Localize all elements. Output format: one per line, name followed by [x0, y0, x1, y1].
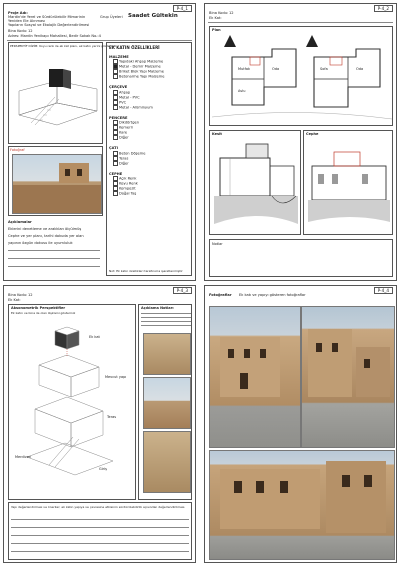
building-code-value: 12 — [229, 11, 234, 15]
street-photo-left — [209, 306, 301, 448]
feature-option-label: Betonarme Yapı Malzeme — [119, 74, 165, 79]
axonometric-title: Aksonometrik Perspektifler — [11, 306, 66, 310]
plan-label-3: Sofa — [320, 67, 328, 71]
photo-column — [138, 304, 192, 500]
group-value: Saadet Gültekin — [128, 13, 178, 19]
feature-option-label: Diğer — [119, 161, 129, 166]
perspective-box — [8, 42, 116, 144]
building-code-value: 12 — [28, 29, 33, 33]
feature-section-title: ÇATI — [109, 146, 118, 151]
feature-option-label: Koyu Renk — [119, 181, 138, 186]
axo-label-1: Ek kat — [89, 335, 100, 339]
elevation-box — [303, 130, 393, 235]
checkbox[interactable] — [113, 74, 118, 79]
page-number: P-4_1 — [173, 5, 192, 12]
feature-option-label: Yapıdaki Ahşap Malzeme — [119, 59, 164, 64]
feature-option[interactable] — [109, 135, 191, 140]
feature-option-label: Metal - Alüminyum — [119, 105, 153, 110]
features-title: EK KATIN ÖZELLİKLERİ — [109, 45, 160, 50]
plan-box — [209, 26, 393, 126]
detail-photo-1 — [143, 333, 191, 375]
building-code-label: Bina Kodu: — [8, 29, 28, 33]
feature-option-label: PVC — [119, 100, 127, 105]
evaluation-text: Yapı değerlendirmesi ve öneriler; ek katın yapıya ve çevresine etkisinin sürdürülebilirlik açısından değerlendirilmesi. — [11, 505, 186, 509]
checkbox[interactable] — [113, 191, 118, 196]
plan-title: Plan — [212, 28, 221, 32]
feature-option[interactable] — [109, 161, 191, 166]
note-line-2: Cephe ve yer planı, tarihi dokuda yer alan — [8, 234, 84, 238]
building-code-label: Bina Kodu: — [8, 293, 28, 297]
features-footer-note: Not: Ek katın özellikleri tarafınızca işaretlenmiştir — [109, 269, 183, 273]
feature-option-label: Kare — [119, 130, 128, 135]
checkbox[interactable] — [113, 105, 118, 110]
feature-option-label: Beton Döşeme — [119, 151, 146, 156]
project-name-line-3: Yapıların Sosyal ve Ekolojik Değerlendirilmesi — [8, 23, 90, 27]
building-code-value: 12 — [28, 293, 33, 297]
feature-section-title: MALZEME — [109, 55, 129, 59]
axonometric-note: Ek katın ve bina ile olan ilişkisini gösteriniz — [11, 311, 76, 315]
axo-label-4: Merdiven — [15, 455, 32, 459]
feature-section-title: CEPHE — [109, 171, 123, 176]
sheet-2 — [204, 3, 397, 281]
evaluation-box — [8, 502, 192, 560]
ek-kat-label: Ek Kat: — [8, 298, 21, 302]
perspective-drawing — [9, 47, 104, 147]
feature-section-title: PENCERE — [109, 115, 128, 120]
feature-option-label: Teras — [119, 156, 129, 161]
elevation-title: Cephe — [306, 132, 319, 136]
feature-option[interactable] — [109, 105, 191, 110]
checkbox[interactable] — [113, 161, 118, 166]
courtyard-photo — [209, 450, 395, 560]
axo-label-5: Giriş — [99, 467, 107, 471]
plan-label-2: Oda — [272, 67, 280, 71]
feature-option[interactable] — [109, 74, 191, 79]
section-drawing — [210, 136, 302, 236]
address: Adres: Mardin Yenikapı Mahallesi, Bedir Sokak No.:4 — [8, 34, 101, 38]
axo-label-2: Mevcut yapı — [105, 375, 127, 379]
feature-option-label: Kompozit — [119, 186, 136, 191]
sheet-3 — [3, 285, 196, 563]
page-number: P-4_4 — [374, 287, 393, 294]
axo-label-3: Teras — [107, 415, 117, 419]
building-photo — [12, 154, 102, 214]
axonometric-drawing — [9, 315, 137, 501]
feature-option-label: Kemerli — [119, 125, 133, 130]
perspective-box-title: PERSPEKTİF DİZİM: Koyu renk ile ek kat planı, ek katın yerini gösteriniz — [10, 44, 116, 48]
notes-title: Açıklamalar — [8, 220, 32, 224]
note-line-1: Eklerini denetleme ve aralıkları ölçülmüş — [8, 227, 82, 231]
section-title: Kesit — [212, 132, 222, 136]
street-photo-right — [301, 306, 395, 448]
feature-option[interactable] — [109, 191, 191, 196]
plan-label-1: Mutfak — [238, 67, 251, 71]
photo-column-title: Açıklama Notları — [141, 306, 174, 310]
features-box — [106, 42, 192, 276]
sheet-1 — [3, 3, 196, 281]
photos-note: Ek katı ve yapıyı gösteren fotoğraflar — [239, 293, 306, 297]
photo-box — [8, 146, 103, 216]
project-name-label: Proje Adı: — [8, 11, 28, 15]
sheet-4 — [204, 285, 397, 563]
feature-option-label: Metal - Demir Malzeme — [119, 64, 161, 69]
ek-kat-label: Ek Kat: — [209, 16, 222, 20]
building-code-label: Bina Kodu: — [209, 11, 229, 15]
plan-drawing — [210, 27, 394, 125]
feature-option-label: Ahşap — [119, 90, 131, 95]
checkbox[interactable] — [113, 135, 118, 140]
notes-label: Notlar — [212, 242, 223, 246]
page-number: P-4_2 — [374, 5, 393, 12]
feature-option-label: Diğer — [119, 135, 129, 140]
project-name-line-1: Mardin'de Yerel ve Sürdürülebilir Mimarinin — [8, 15, 86, 19]
group-label: Grup Üyeleri — [100, 15, 123, 19]
axonometric-box — [8, 304, 136, 500]
feature-section-title: ÇERÇEVE — [109, 85, 128, 90]
notes-box — [209, 239, 393, 277]
photo-label: Fotoğraf — [10, 148, 25, 152]
plan-label-4: Oda — [356, 67, 364, 71]
photos-title: Fotoğraflar — [209, 293, 232, 297]
feature-option-label: Dikdörtgen — [119, 120, 139, 125]
section-box — [209, 130, 301, 235]
project-name-line-2: Yeniden Ele Alınması — [8, 19, 46, 23]
elevation-drawing — [304, 136, 394, 236]
plan-label-5: Avlu — [238, 89, 246, 93]
feature-option-label: Açık Renk — [119, 176, 137, 181]
detail-photo-2 — [143, 377, 191, 429]
note-line-3: yapının özgün dokusu ile uyumluluk — [8, 241, 73, 245]
feature-option-label: Doğal Taş — [119, 191, 137, 196]
feature-option-label: Metal - PVC — [119, 95, 140, 100]
page-number: P-4_3 — [173, 287, 192, 294]
detail-photo-3 — [143, 431, 191, 493]
feature-option-label: Briket Blok Yapı Malzeme — [119, 69, 164, 74]
